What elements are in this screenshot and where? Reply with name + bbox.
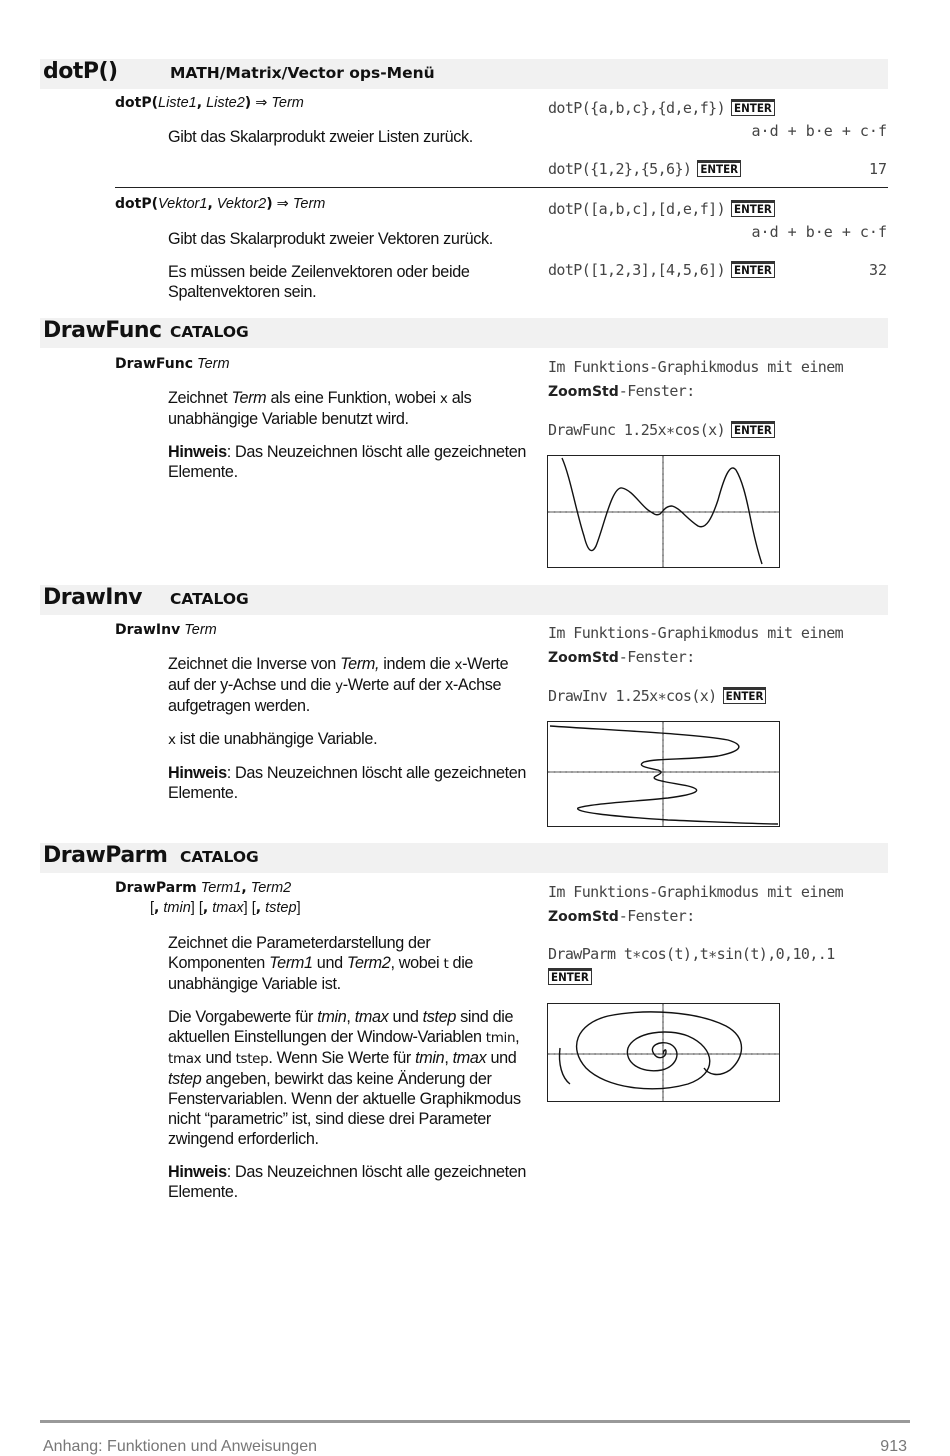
syntax-dotp-lists: dotP(Liste1, Liste2) ⇒ Term [115, 95, 304, 111]
command-drawinv: DrawInv 1.25x∗cos(x) ENTER [548, 687, 766, 705]
section-title-drawinv: DrawInv [43, 585, 142, 610]
window-text-drawfunc: ZoomStd-Fenster: [548, 382, 695, 400]
syntax-drawparm: DrawParm Term1, Term2 [115, 880, 292, 896]
page-number: 913 [880, 1438, 907, 1455]
graph-drawparm [548, 1004, 779, 1101]
result-dotp-3: a·d + b·e + c·f [751, 223, 887, 241]
enter-key-icon: ENTER [731, 261, 775, 278]
section-menu-drawparm: CATALOG [180, 848, 259, 866]
result-dotp-4: 32 [868, 261, 887, 279]
syntax-drawparm-line2: [, tmin] [, tmax] [, tstep] [150, 900, 301, 916]
section-menu-drawfunc: CATALOG [170, 323, 249, 341]
mode-text-drawparm: Im Funktions-Graphikmodus mit einem [548, 883, 844, 901]
enter-key-icon: ENTER [731, 421, 775, 438]
calculator-screen-drawinv [547, 721, 780, 827]
enter-key-icon: ENTER [697, 160, 741, 177]
enter-key-icon: ENTER [723, 687, 767, 704]
graph-drawfunc [548, 456, 779, 567]
example-dotp-3: dotP([a,b,c],[d,e,f]) ENTER [548, 200, 775, 218]
desc-dotp-lists: Gibt das Skalarprodukt zweier Listen zurück. [168, 128, 473, 146]
section-band-drawfunc [40, 318, 888, 348]
desc-dotp-vectors: Gibt das Skalarprodukt zweier Vektoren zurück. Es müssen beide Zeilenvektoren oder beide Spaltenvektoren sein. [168, 230, 493, 301]
footer-title: Anhang: Funktionen und Anweisungen [43, 1438, 317, 1455]
graph-spiral [577, 1012, 742, 1089]
section-menu-dotp: MATH/Matrix/Vector ops-Menü [170, 64, 435, 82]
section-title-drawparm: DrawParm [43, 843, 168, 868]
section-band-dotp [40, 59, 888, 89]
graph-curve [550, 726, 778, 824]
example-dotp-2: dotP({1,2},{5,6}) ENTER [548, 160, 741, 178]
example-dotp-4: dotP([1,2,3],[4,5,6]) ENTER [548, 261, 775, 279]
section-title-dotp: dotP() [43, 59, 118, 84]
example-dotp-1: dotP({a,b,c},{d,e,f}) ENTER [548, 99, 775, 117]
enter-key-icon: ENTER [731, 200, 775, 217]
command-drawparm: DrawParm t∗cos(t),t∗sin(t),0,10,.1 [548, 945, 835, 963]
section-menu-drawinv: CATALOG [170, 590, 249, 608]
desc-drawparm: Zeichnet die Parameterdarstellung der Komponenten Term1 und Term2, wobei t die unabhängige Variable ist. Die Vorgabewerte für tmin, tmax und tstep sind die aktuellen Einstellungen der Window-Variablen tmin, tmax und tstep. Wenn Sie Werte für tmin, tmax und tstep angeben, bewirkt das keine Änderung der Fenstervariablen. Wenn der aktuelle Graphikmodus nicht “parametric” ist, sind diese drei Parameter zwingend erforderlich. Hinweis: Das Neuzeichnen löscht alle gezeichneten Elemente. [168, 934, 527, 1201]
desc-drawinv: Zeichnet die Inverse von Term, indem die x-Werte auf der y-Achse und die y-Werte auf der x-Achse aufgetragen werden. x ist die unabhängige Variable. Hinweis: Das Neuzeichnen löscht alle gezeichneten Elemente. [168, 655, 527, 802]
enter-key-icon: ENTER [731, 99, 775, 116]
enter-key-icon: ENTER [548, 968, 592, 985]
graph-drawinv [548, 722, 779, 826]
graph-spiral-tail [559, 1048, 570, 1084]
calculator-screen-drawfunc [547, 455, 780, 568]
syntax-drawfunc: DrawFunc Term [115, 356, 230, 372]
result-dotp-1: a·d + b·e + c·f [751, 122, 887, 140]
window-text-drawparm: ZoomStd-Fenster: [548, 907, 695, 925]
mode-text-drawinv: Im Funktions-Graphikmodus mit einem [548, 624, 844, 642]
mode-text-drawfunc: Im Funktions-Graphikmodus mit einem [548, 358, 844, 376]
desc-drawfunc: Zeichnet Term als eine Funktion, wobei x als unabhängige Variable benutzt wird. Hinweis: Das Neuzeichnen löscht alle gezeichneten Elemente. [168, 389, 527, 481]
divider [115, 187, 888, 188]
footer-rule [40, 1420, 910, 1423]
result-dotp-2: 17 [868, 160, 887, 178]
window-text-drawinv: ZoomStd-Fenster: [548, 648, 695, 666]
command-drawparm-enter [542, 968, 592, 986]
command-drawfunc: DrawFunc 1.25x∗cos(x) ENTER [548, 421, 775, 439]
section-band-drawinv [40, 585, 888, 615]
syntax-dotp-vectors: dotP(Vektor1, Vektor2) ⇒ Term [115, 196, 326, 212]
graph-curve [562, 458, 762, 564]
section-title-drawfunc: DrawFunc [43, 318, 162, 343]
syntax-drawinv: DrawInv Term [115, 622, 217, 638]
calculator-screen-drawparm [547, 1003, 780, 1102]
